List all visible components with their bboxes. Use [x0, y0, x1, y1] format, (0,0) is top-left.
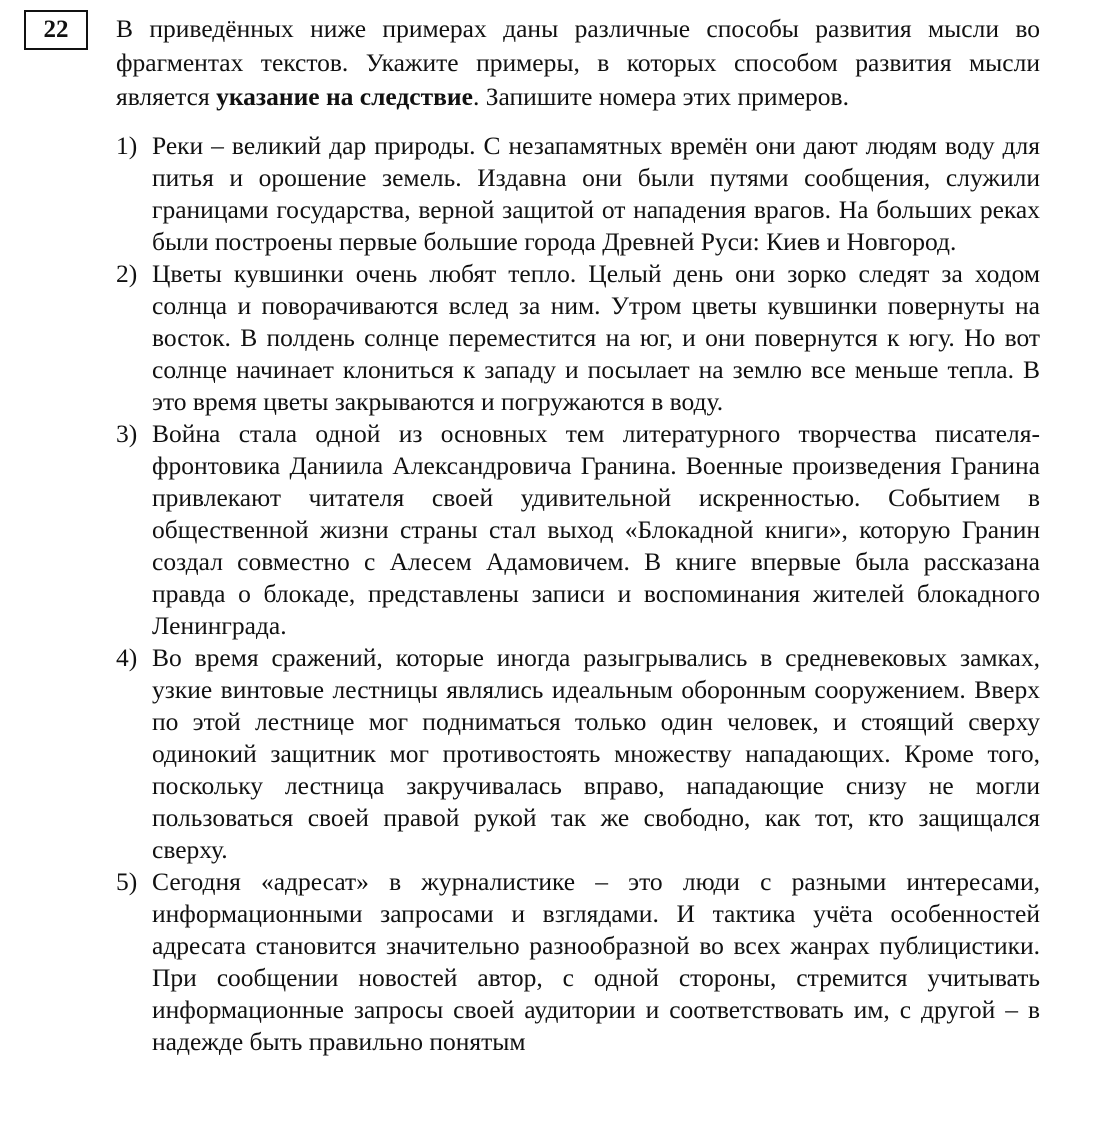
- task-prompt-before: В приведённых ниже примерах даны различные способы развития мысли во фрагментах текстов. Укажите примеры, в которых способом развития мысли является: [116, 14, 1040, 111]
- example-item-5: [116, 866, 1040, 1058]
- example-text: Во время сражений, которые иногда разыгрывались в средневековых замках, узкие винтовые лестницы являлись идеальным оборонным сооружением. Вверх по этой лестнице мог подниматься только один человек, и стоящий сверху одинокий защитник мог противостоять множеству нападающих. Кроме того, поскольку лестница закручивалась вправо, нападающие снизу не могли пользоваться своей правой рукой так же свободно, как тот, кто защищался сверху.: [152, 643, 1040, 864]
- task-number: 22: [43, 16, 69, 43]
- example-number: 3): [116, 419, 138, 448]
- example-text: Сегодня «адресат» в журналистике – это люди с разными интересами, информационными запросами и взглядами. И тактика учёта особенностей адресата становится значительно разнообразной во всех жанрах публицистики. При сообщении новостей автор, с одной стороны, стремится учитывать информационные запросы своей аудитории и соответствовать им, с другой – в надежде быть правильно понятым: [152, 867, 1040, 1056]
- task-prompt-after: . Запишите номера этих примеров.: [472, 82, 849, 111]
- example-text: Цветы кувшинки очень любят тепло. Целый день они зорко следят за ходом солнца и поворачиваются вслед за ним. Утром цветы кувшинки повернуты на восток. В полдень солнце переместится на юг, и они повернутся к югу. Но вот солнце начинает клониться к западу и посылает на землю все меньше тепла. В это время цветы закрываются и погружаются в воду.: [152, 259, 1040, 416]
- examples-list: [116, 130, 1040, 1058]
- example-text: Война стала одной из основных тем литературного творчества писателя-фронтовика Даниила Александровича Гранина. Военные произведения Гранина привлекают читателя своей удивительной искренностью. Событием в общественной жизни страны стал выход «Блокадной книги», которую Гранин создал совместно с Алесем Адамовичем. В книге впервые была рассказана правда о блокаде, представлены записи и воспоминания жителей блокадного Ленинграда.: [152, 419, 1040, 640]
- task-prompt-bold: указание на следствие: [216, 82, 473, 111]
- example-item-1: [116, 130, 1040, 258]
- example-item-3: [116, 418, 1040, 642]
- example-item-4: [116, 642, 1040, 866]
- example-number: 5): [116, 867, 138, 896]
- task-prompt: [116, 12, 1040, 114]
- example-number: 2): [116, 259, 138, 288]
- example-number: 1): [116, 131, 138, 160]
- example-item-2: [116, 258, 1040, 418]
- task-number-box: [24, 10, 88, 50]
- example-text: Реки – великий дар природы. С незапамятных времён они дают людям воду для питья и орошение земель. Издавна они были путями сообщения, служили границами государства, верной защитой от нападения врагов. На больших реках были построены первые большие города Древней Руси: Киев и Новгород.: [152, 131, 1040, 256]
- example-number: 4): [116, 643, 138, 672]
